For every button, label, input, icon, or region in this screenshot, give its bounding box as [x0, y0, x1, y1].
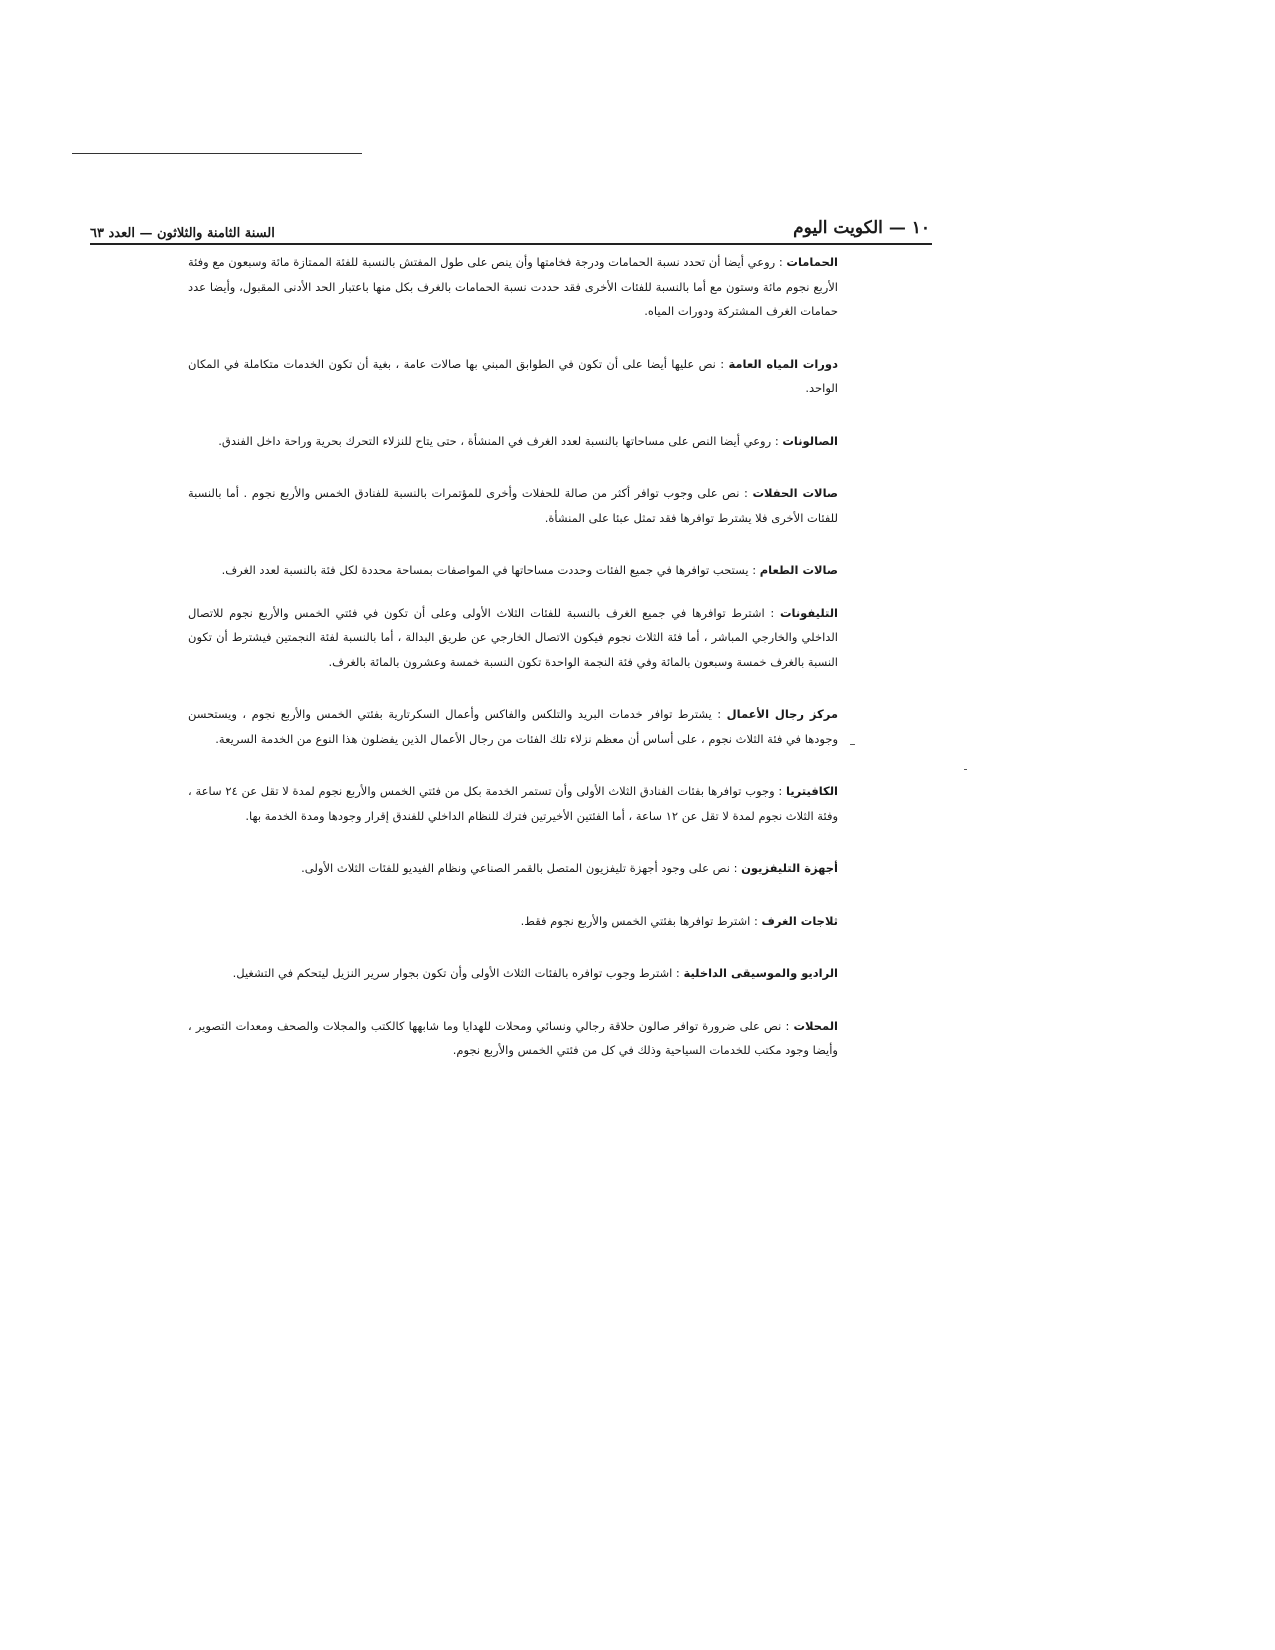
paragraph-business-center	[188, 702, 838, 751]
paragraph-term: أجهزة التليفزيون	[741, 861, 838, 875]
paragraph-banquet-halls	[188, 481, 838, 530]
issue-info: السنة الثامنة والثلاثون — العدد ٦٣	[90, 226, 275, 241]
paragraph-radio-music	[188, 961, 838, 986]
paragraph-text: : وجوب توافرها بفئات الفنادق الثلاث الأولى وأن تستمر الخدمة بكل من فئتي الخمس والأربع نجوم لمدة لا تقل عن ٢٤ ساعة ، وفئة الثلاث نجوم لمدة لا تقل عن ١٢ ساعة ، أما الفئتين الأخيرتين فترك للنظام الداخلي للفندق إقرار وجودها ومدة الخدمة بها.	[188, 784, 838, 823]
page-header	[90, 218, 930, 246]
paragraph-term: مركز رجال الأعمال	[726, 707, 838, 721]
paragraph-text: : روعي أيضا النص على مساحاتها بالنسبة لعدد الغرف في المنشأة ، حتى يتاح للنزلاء التحرك بحرية وراحة داخل الفندق.	[218, 433, 783, 448]
paragraph-text: : نص على وجوب توافر أكثر من صالة للحفلات وأخرى للمؤتمرات بالنسبة للفنادق الخمس والأربع نجوم . أما بالنسبة للفئات الأخرى فلا يشترط توافرها فقد تمثل عبئا على المنشأة.	[188, 486, 838, 525]
paragraph-term: المحلات	[793, 1018, 838, 1033]
paragraph-text: : نص على وجود أجهزة تليفزيون المتصل بالقمر الصناعي ونظام الفيديو للفئات الثلاث الأولى.	[301, 861, 742, 875]
paragraph-dining-halls	[188, 558, 838, 583]
paragraph-shops	[188, 1014, 838, 1063]
paragraph-public-restrooms	[188, 352, 838, 401]
paragraph-term: ثلاجات الغرف	[761, 913, 838, 928]
paragraph-term: صالات الطعام	[759, 563, 838, 577]
paragraph-term: الحمامات	[786, 255, 838, 269]
paragraph-lounges	[188, 429, 838, 454]
article-body	[188, 250, 838, 1063]
paragraph-term: التليفونات	[779, 605, 838, 620]
paragraph-term: دورات المياه العامة	[728, 356, 838, 371]
scan-speck	[964, 769, 967, 770]
page-title: ١٠ — الكويت اليوم	[793, 218, 930, 238]
paragraph-term: صالات الحفلات	[752, 486, 838, 500]
paragraph-television	[188, 856, 838, 881]
paragraph-text: : اشترط توافرها في جميع الغرف بالنسبة للفئات الثلاث الأولى وعلى أن تكون في فئتي الخمس والأربع نجوم للاتصال الداخلي والخارجي المباشر ، أما فئة الثلاث نجوم فيكون الاتصال الخارجي عن طريق البدالة ، أما بالنسبة لفئة النجمتين فيشترط أن تكون النسبة بالغرف خمسة وسبعون بالمائة وفي فئة النجمة الواحدة تكون النسبة خمسة وعشرون بالمائة بالغرف.	[188, 605, 838, 669]
paragraph-term: الراديو والموسيقى الداخلية	[683, 966, 838, 980]
paragraph-room-fridges	[188, 909, 838, 934]
paragraph-text: : نص عليها أيضا على أن تكون في الطوابق المبني بها صالات عامة ، بغية أن تكون الخدمات متكاملة في المكان الواحد.	[188, 356, 838, 395]
paragraph-cafeteria	[188, 779, 838, 828]
paragraph-term: الصالونات	[782, 433, 838, 448]
scan-speck	[850, 744, 855, 745]
paragraph-bathrooms	[188, 250, 838, 324]
paragraph-telephones	[188, 601, 838, 675]
paragraph-text: : يشترط توافر خدمات البريد والتلكس والفاكس وأعمال السكرتارية بفئتي الخمس والأربع نجوم ، ويستحسن وجودها في فئة الثلاث نجوم ، على أساس أن معظم نزلاء تلك الفئات من رجال الأعمال الذين يفضلون هذا النوع من الخدمة السريعة.	[188, 707, 838, 746]
header-rule	[90, 243, 932, 245]
paragraph-term: الكافيتريا	[786, 784, 838, 798]
paragraph-text: : يستحب توافرها في جميع الفئات وحددت مساحاتها في المواصفات بمساحة محددة لكل فئة بالنسبة لعدد الغرف.	[221, 563, 760, 577]
paragraph-text: : روعي أيضا أن تحدد نسبة الحمامات ودرجة فخامتها وأن ينص على طول المفتش بالنسبة للفئة الممتازة مائة وسبعون مع وفئة الأربع نجوم مائة وستون مع أما بالنسبة للفئات الأخرى فقد حددت نسبة الحمامات بالغرف بكل منها باعتبار الحد الأدنى المقبول، وأيضا عدد حمامات الغرف المشتركة ودورات المياه.	[188, 255, 838, 318]
top-rule	[72, 153, 362, 154]
paragraph-text: : اشترط توافرها بفئتي الخمس والأربع نجوم فقط.	[520, 913, 762, 928]
paragraph-text: : نص على ضرورة توافر صالون حلاقة رجالي ونسائي ومحلات للهدايا وما شابهها كالكتب والمجلات والصحف ومعدات التصوير ، وأيضا وجود مكتب للخدمات السياحية وذلك في كل من فئتي الخمس والأربع نجوم.	[188, 1018, 838, 1057]
paragraph-text: : اشترط وجوب توافره بالفئات الثلاث الأولى وأن تكون بجوار سرير النزيل ليتحكم في التشغيل.	[232, 966, 684, 980]
